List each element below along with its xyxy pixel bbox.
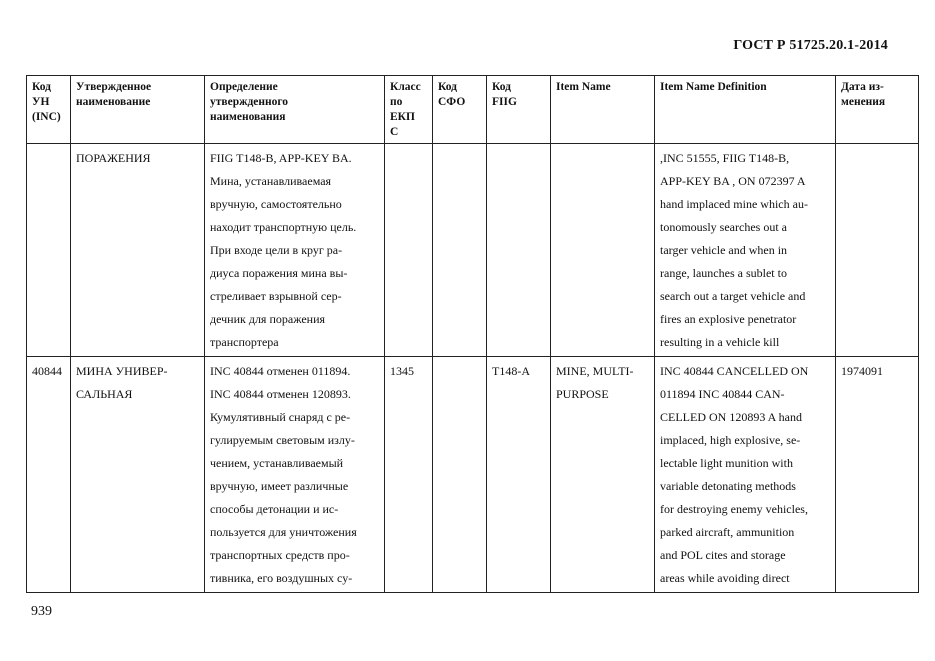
cell-date — [836, 357, 919, 593]
cell-item-name — [551, 357, 655, 593]
cell-item-def — [655, 144, 836, 357]
column-header-text: Определение — [210, 81, 278, 93]
cell-text-line: INC 40844 CANCELLED ON — [660, 364, 809, 378]
column-header-text: (INC) — [32, 111, 61, 123]
cell-text-line: способы детонации и ис- — [210, 502, 339, 516]
cell-text-line: 1974091 — [841, 364, 883, 378]
cell-text-line: транспортера — [210, 335, 279, 349]
column-header-col-sfo — [433, 76, 487, 144]
cell-text-line: чением, устанавливаемый — [210, 456, 344, 470]
cell-text-line: resulting in a vehicle kill — [660, 335, 780, 349]
cell-text-line: CELLED ON 120893 A hand — [660, 410, 802, 424]
cell-name — [71, 144, 205, 357]
cell-text-line: INC 40844 отменен 011894. — [210, 364, 351, 378]
table-row — [27, 144, 919, 357]
column-header-text: Item Name — [556, 81, 611, 93]
column-header-col-inc — [27, 76, 71, 144]
cell-inc — [27, 144, 71, 357]
column-header-text: ЕКП — [390, 111, 415, 123]
column-header-text: наименование — [76, 96, 151, 108]
cell-text-line: вручную, самостоятельно — [210, 197, 342, 211]
cell-text-line: targer vehicle and when in — [660, 243, 788, 257]
cell-text-line: and POL cites and storage — [660, 548, 786, 562]
cell-text-line: range, launches a sublet to — [660, 266, 787, 280]
column-header-text: FIIG — [492, 96, 517, 108]
cell-item-def — [655, 357, 836, 593]
column-header-text: Код — [492, 81, 512, 93]
cell-text-line: МИНА УНИВЕР- — [76, 364, 168, 378]
column-header-col-item-name — [551, 76, 655, 144]
cell-class — [385, 357, 433, 593]
cell-fiig — [487, 144, 551, 357]
document-code: ГОСТ Р 51725.20.1-2014 — [733, 38, 888, 53]
column-header-text: Код — [438, 81, 458, 93]
cell-text-line: Кумулятивный снаряд с ре- — [210, 410, 351, 424]
column-header-text: Item Name Definition — [660, 81, 767, 93]
cell-text-line: тивника, его воздушных су- — [210, 571, 353, 585]
cell-text-line: for destroying enemy vehicles, — [660, 502, 808, 516]
column-header-text: Утвержденное — [76, 81, 152, 93]
column-header-col-definition — [205, 76, 385, 144]
cell-text-line: САЛЬНАЯ — [76, 387, 133, 401]
cell-text-line: дечник для поражения — [210, 312, 326, 326]
cell-text-line: fires an explosive penetrator — [660, 312, 797, 326]
cell-text-line: гулируемым световым излу- — [210, 433, 355, 447]
column-header-text: по — [390, 96, 403, 108]
column-header-text: С — [390, 126, 399, 138]
cell-text-line: lectable light munition with — [660, 456, 793, 470]
column-header-col-item-def — [655, 76, 836, 144]
column-header-text: Код — [32, 81, 52, 93]
cell-class — [385, 144, 433, 357]
cell-text-line: 1345 — [390, 364, 414, 378]
cell-text-line: areas while avoiding direct — [660, 571, 790, 585]
cell-text-line: диуса поражения мина вы- — [210, 266, 348, 280]
column-header-col-approved-name — [71, 76, 205, 144]
cell-text-line: INC 40844 отменен 120893. — [210, 387, 351, 401]
cell-text-line: APP-KEY BA , ON 072397 A — [660, 174, 806, 188]
cell-text-line: стреливает взрывной сер- — [210, 289, 342, 303]
cell-text-line: ПОРАЖЕНИЯ — [76, 151, 151, 165]
table-header-row — [27, 76, 919, 144]
catalog-table — [26, 75, 919, 593]
cell-text-line: parked aircraft, ammunition — [660, 525, 795, 539]
column-header-text: наименования — [210, 111, 286, 123]
cell-text-line: вручную, имеет различные — [210, 479, 349, 493]
cell-text-line: T148-A — [492, 364, 530, 378]
cell-text-line: ,INC 51555, FIIG T148-B, — [660, 151, 790, 165]
column-header-text: УН — [32, 96, 50, 108]
cell-name — [71, 357, 205, 593]
cell-date — [836, 144, 919, 357]
cell-text-line: MINE, MULTI- — [556, 364, 634, 378]
cell-text-line: При входе цели в круг ра- — [210, 243, 343, 257]
table-row — [27, 357, 919, 593]
cell-text-line: implaced, high explosive, se- — [660, 433, 801, 447]
cell-item-name — [551, 144, 655, 357]
cell-fiig — [487, 357, 551, 593]
cell-text-line: FIIG T148-B, APP-KEY BA. — [210, 151, 352, 165]
cell-sfo — [433, 357, 487, 593]
cell-definition — [205, 357, 385, 593]
cell-text-line: пользуется для уничтожения — [210, 525, 357, 539]
cell-text-line: search out a target vehicle and — [660, 289, 806, 303]
cell-text-line: hand implaced mine which au- — [660, 197, 808, 211]
cell-definition — [205, 144, 385, 357]
cell-text-line: Мина, устанавливаемая — [210, 174, 332, 188]
cell-sfo — [433, 144, 487, 357]
cell-text-line: variable detonating methods — [660, 479, 796, 493]
column-header-col-class — [385, 76, 433, 144]
cell-text-line: 011894 INC 40844 CAN- — [660, 387, 785, 401]
column-header-text: СФО — [438, 96, 466, 108]
cell-text-line: tonomously searches out a — [660, 220, 787, 234]
cell-text-line: PURPOSE — [556, 387, 609, 401]
page-number: 939 — [31, 604, 52, 619]
column-header-col-fiig — [487, 76, 551, 144]
cell-text-line: транспортных средств про- — [210, 548, 350, 562]
column-header-col-change-date — [836, 76, 919, 144]
column-header-text: Класс — [390, 81, 421, 93]
cell-text-line: находит транспортную цель. — [210, 220, 357, 234]
column-header-text: менения — [841, 96, 886, 108]
cell-inc — [27, 357, 71, 593]
cell-text-line: 40844 — [32, 364, 62, 378]
column-header-text: утвержденного — [210, 96, 289, 108]
column-header-text: Дата из- — [841, 81, 884, 93]
